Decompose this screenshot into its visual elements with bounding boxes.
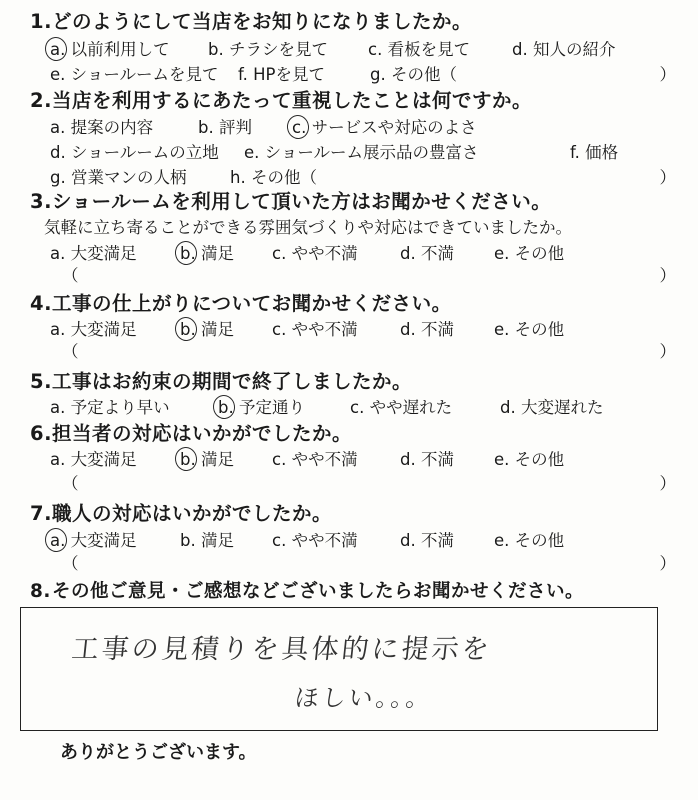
question-3-title: 3.ショールームを利用して頂いた方はお聞かせください。 (30, 190, 552, 213)
q2-option-f[interactable]: f. 価格 (570, 143, 619, 162)
question-7-title: 7.職人の対応はいかがでしたか。 (30, 502, 333, 525)
q7-option-c[interactable]: c. やや不満 (272, 531, 358, 550)
handwritten-comment-line-1: 工事の見積りを具体的に提示を (70, 634, 494, 665)
q7-options-row (50, 527, 676, 549)
q1-option-f[interactable]: f. HPを見て (238, 65, 325, 84)
q3-option-e[interactable]: e. その他 (494, 244, 565, 263)
q5-option-b[interactable]: b. 予定通り (218, 398, 305, 417)
q4-option-d[interactable]: d. 不満 (400, 320, 454, 339)
q4-open-paren: （ (62, 342, 79, 361)
q6-option-b[interactable]: b. 満足 (180, 450, 234, 469)
q3-subquestion: 気軽に立ち寄ることができる雰囲気づくりや対応はできていましたか。 (44, 218, 572, 237)
q2-option-a[interactable]: a. 提案の内容 (50, 118, 154, 137)
q3-other-field[interactable] (50, 262, 676, 284)
q6-options-row (50, 446, 676, 468)
q7-open-paren: （ (62, 554, 79, 573)
q2-close-paren: ） (659, 168, 676, 187)
q2-options-row-3 (50, 164, 676, 186)
q4-option-a[interactable]: a. 大変満足 (50, 320, 137, 339)
q4-options-row (50, 316, 676, 338)
q2-option-g[interactable]: g. 営業マンの人柄 (50, 168, 187, 187)
q7-option-b[interactable]: b. 満足 (180, 531, 234, 550)
q3-option-d[interactable]: d. 不満 (400, 244, 454, 263)
q3-option-c[interactable]: c. やや不満 (272, 244, 358, 263)
q5-options-row (50, 394, 676, 416)
q6-open-paren: （ (62, 474, 79, 493)
q6-other-field[interactable] (50, 470, 676, 492)
q1-options-row-2 (50, 61, 676, 83)
question-8-title: 8.その他ご意見・ご感想などございましたらお聞かせください。 (30, 581, 585, 602)
q4-option-c[interactable]: c. やや不満 (272, 320, 358, 339)
q7-option-d[interactable]: d. 不満 (400, 531, 454, 550)
q2-option-e[interactable]: e. ショールーム展示品の豊富さ (244, 143, 479, 162)
q7-close-paren: ） (659, 554, 676, 573)
question-2-title: 2.当店を利用するにあたって重視したことは何ですか。 (30, 89, 533, 112)
q4-option-e[interactable]: e. その他 (494, 320, 565, 339)
q1-option-c[interactable]: c. 看板を見て (368, 40, 471, 59)
q2-option-h[interactable]: h. その他（ (230, 168, 317, 187)
q3-option-b[interactable]: b. 満足 (180, 244, 234, 263)
q2-option-d[interactable]: d. ショールームの立地 (50, 143, 219, 162)
q5-option-d[interactable]: d. 大変遅れた (500, 398, 604, 417)
q3-options-row (50, 240, 676, 262)
q7-option-e[interactable]: e. その他 (494, 531, 565, 550)
handwritten-comment-line-2: ほしい。。。 (293, 684, 435, 712)
q3-option-a[interactable]: a. 大変満足 (50, 244, 137, 263)
q1-options-row-1 (50, 36, 676, 58)
q6-option-d[interactable]: d. 不満 (400, 450, 454, 469)
q7-option-a[interactable]: a. 大変満足 (50, 531, 137, 550)
q4-close-paren: ） (659, 342, 676, 361)
q1-option-a[interactable]: a. 以前利用して (50, 40, 170, 59)
q2-option-c[interactable]: c. サービスや対応のよさ (292, 118, 477, 137)
question-5-title: 5.工事はお約束の期間で終了しましたか。 (30, 370, 413, 393)
q6-option-c[interactable]: c. やや不満 (272, 450, 358, 469)
closing-thanks: ありがとうございます。 (60, 742, 257, 763)
q2-option-b[interactable]: b. 評判 (198, 118, 252, 137)
q1-option-e[interactable]: e. ショールームを見て (50, 65, 219, 84)
q7-other-field[interactable] (50, 550, 676, 572)
q4-option-b[interactable]: b. 満足 (180, 320, 234, 339)
q6-close-paren: ） (659, 474, 676, 493)
question-6-title: 6.担当者の対応はいかがでしたか。 (30, 422, 353, 445)
q5-option-c[interactable]: c. やや遅れた (350, 398, 453, 417)
q2-options-row-2 (50, 139, 676, 161)
q4-other-field[interactable] (50, 338, 676, 360)
q2-options-row-1 (50, 114, 676, 136)
q3-close-paren: ） (659, 266, 676, 285)
q3-open-paren: （ (62, 266, 79, 285)
q1-close-paren: ） (659, 65, 676, 84)
question-1-title: 1.どのようにして当店をお知りになりましたか。 (30, 10, 473, 33)
q1-option-g[interactable]: g. その他（ (370, 65, 457, 84)
q6-option-a[interactable]: a. 大変満足 (50, 450, 137, 469)
question-4-title: 4.工事の仕上がりについてお聞かせください。 (30, 292, 452, 315)
q1-option-b[interactable]: b. チラシを見て (208, 40, 328, 59)
q1-option-d[interactable]: d. 知人の紹介 (512, 40, 616, 59)
q5-option-a[interactable]: a. 予定より早い (50, 398, 170, 417)
q6-option-e[interactable]: e. その他 (494, 450, 565, 469)
